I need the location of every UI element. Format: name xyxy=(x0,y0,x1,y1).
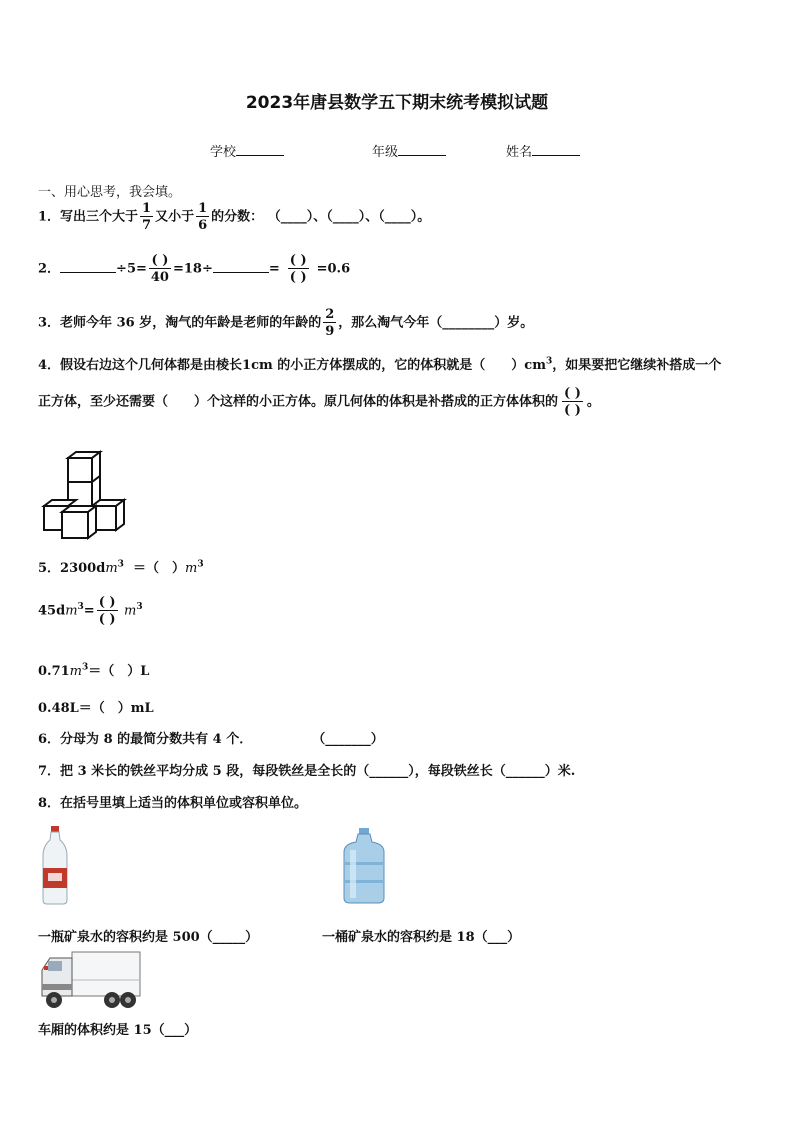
question-1: 1．写出三个大于 $\frac{1}{7}$ 又小于 $\frac{1}{6}$ 的分数： （____）、（____）、（____）。 xyxy=(38,201,431,233)
grade-label: 年级 xyxy=(372,145,399,160)
question-2: 2． ÷5= $\frac{( )}{40}$ =18÷ = $\frac{( )}{( )}$ =0.6 xyxy=(38,253,351,285)
question-4-line-1: 4．假设右边这个几何体都是由棱长1cm 的小正方体摆成的，它的体积就是（ ）$cm^3$，如果要把它继续补搭成一个 xyxy=(38,356,722,373)
name-label: 姓名 xyxy=(506,145,533,160)
fraction-x-x: $\frac{( )}{( )}$ xyxy=(289,253,307,285)
fraction-1-7: $\frac{1}{7}$ xyxy=(142,201,152,233)
question-4-line-2: 正方体，至少还需要（ ）个这样的小正方体。原几何体的体积是补搭成的正方体体积的 $\frac{( )}{( )}$ 。 xyxy=(38,386,600,418)
question-5-d: 0.48L＝（ ）mL xyxy=(38,701,154,716)
school-blank[interactable] xyxy=(236,155,284,156)
question-6: 6．分母为 8 的最简分数共有 4 个． （_______） xyxy=(38,732,384,747)
fraction-2-9: $\frac{2}{9}$ xyxy=(325,307,335,339)
question-5-a: 5．$2300dm^3$ ＝（ ）$m^3$ xyxy=(38,559,204,576)
cube-figure-image xyxy=(40,448,130,540)
fraction-x-x: $\frac{( )}{( )}$ xyxy=(564,386,581,418)
fraction-x-x: $\frac{( )}{( )}$ xyxy=(98,595,116,627)
name-field[interactable] xyxy=(506,141,580,160)
fraction-x-40: $\frac{( )}{40}$ xyxy=(150,253,169,285)
name-blank[interactable] xyxy=(532,155,580,156)
q2-blank-2[interactable] xyxy=(213,272,269,273)
school-field[interactable] xyxy=(210,141,284,160)
truck-caption: 车厢的体积约是 15（___） xyxy=(38,1023,198,1038)
school-label: 学校 xyxy=(210,145,237,160)
question-8: 8．在括号里填上适当的体积单位或容积单位。 xyxy=(38,796,308,811)
q2-blank-1[interactable] xyxy=(60,272,116,273)
grade-field[interactable] xyxy=(372,141,446,160)
question-5-b: $45dm^3=$ $\frac{( )}{( )}$ $m^3$ xyxy=(38,595,143,627)
q1-answer[interactable]: （____）、（____）、（____）。 xyxy=(267,209,431,225)
q6-answer[interactable]: （_______） xyxy=(312,732,384,747)
page-title: 2023年唐县数学五下期末统考模拟试题 xyxy=(245,93,549,113)
grade-blank[interactable] xyxy=(398,155,446,156)
bottle-caption: 一瓶矿泉水的容积约是 500（_____） xyxy=(38,930,259,945)
question-5-c: $0.71m^3=$（ ）L xyxy=(38,662,150,679)
water-barrel-image xyxy=(342,828,386,904)
section-heading: 一、用心思考，我会填。 xyxy=(38,185,182,200)
fraction-1-6: $\frac{1}{6}$ xyxy=(198,201,208,233)
truck-image xyxy=(38,950,142,1012)
question-3: 3．老师今年 36 岁，淘气的年龄是老师的年龄的 $\frac{2}{9}$ ，那么淘气今年（________）岁。 xyxy=(38,307,534,339)
water-bottle-image xyxy=(40,826,70,906)
barrel-caption: 一桶矿泉水的容积约是 18（___） xyxy=(322,930,521,945)
question-7: 7．把 3 米长的铁丝平均分成 5 段，每段铁丝是全长的（______），每段铁丝长（______）米. xyxy=(38,764,576,779)
